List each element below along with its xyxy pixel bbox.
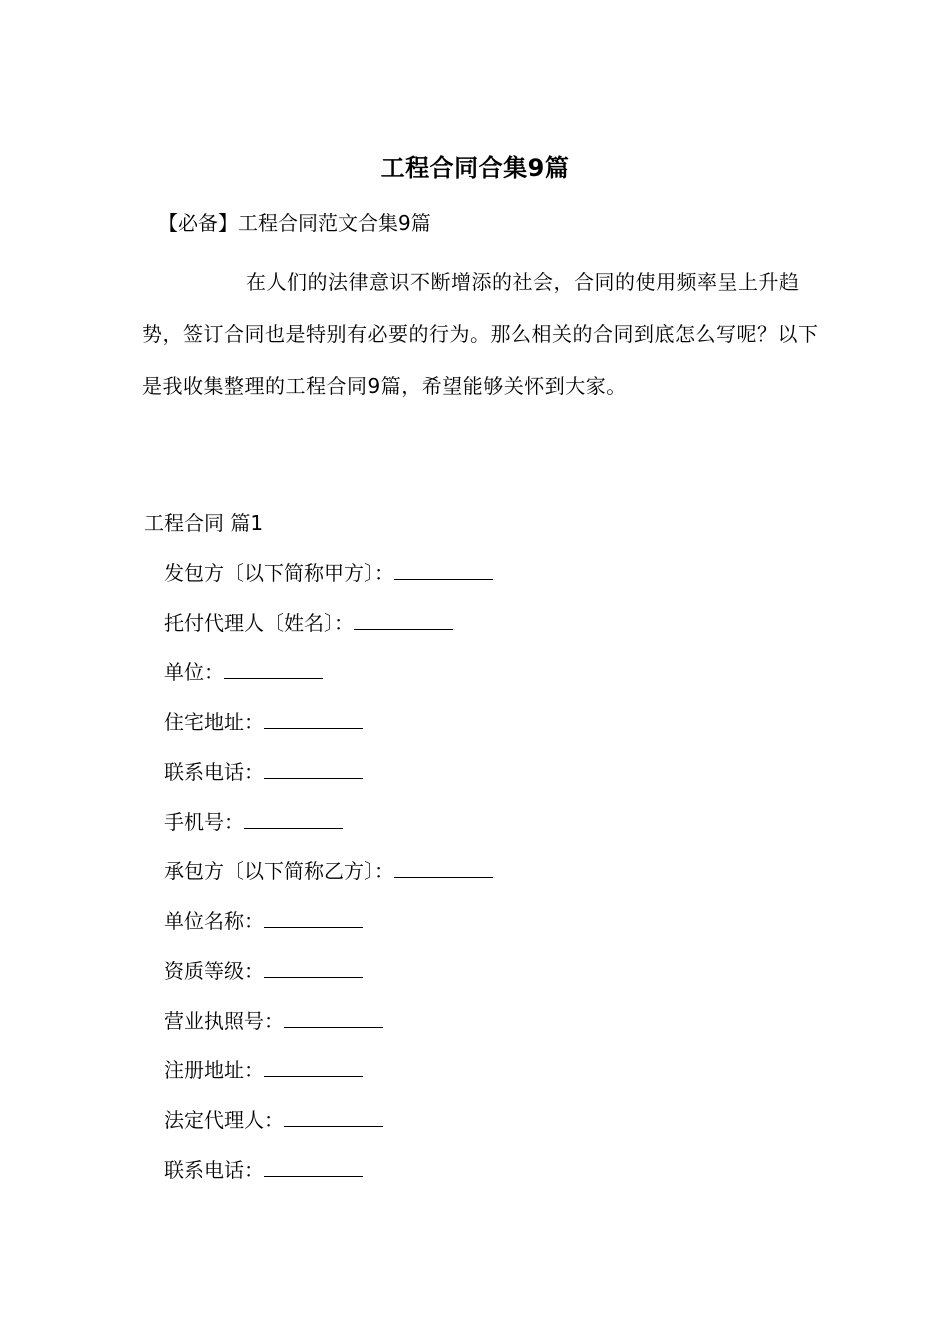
field-row-phone [164, 757, 363, 787]
field-row-contractor [164, 856, 493, 886]
blank-line [264, 907, 363, 928]
field-label: 资质等级： [164, 959, 264, 983]
document-subtitle: 【必备】工程合同范文合集9篇 [158, 211, 431, 235]
field-row-employer [164, 558, 493, 588]
field-label: 联系电话： [164, 760, 264, 784]
blank-line [284, 1007, 383, 1028]
blank-line [264, 1056, 363, 1077]
blank-line [264, 957, 363, 978]
blank-line [354, 609, 453, 630]
field-row-address [164, 707, 363, 737]
field-label: 手机号： [164, 810, 244, 834]
field-label: 营业执照号： [164, 1009, 284, 1033]
field-row-unit [164, 657, 323, 687]
field-row-legal-rep [164, 1105, 383, 1135]
document-title: 工程合同合集9篇 [380, 154, 570, 182]
field-row-license [164, 1006, 383, 1036]
field-label: 注册地址： [164, 1058, 264, 1082]
blank-line [244, 808, 343, 829]
blank-line [264, 758, 363, 779]
blank-line [264, 708, 363, 729]
field-label: 住宅地址： [164, 710, 264, 734]
blank-line [394, 559, 493, 580]
field-row-qualification [164, 956, 363, 986]
field-row-registered-address [164, 1055, 363, 1085]
section-heading: 工程合同 篇1 [144, 511, 264, 535]
field-label: 承包方〔以下简称乙方〕： [164, 859, 394, 883]
field-row-mobile [164, 807, 343, 837]
field-label: 托付代理人〔姓名〕： [164, 611, 354, 635]
field-label: 联系电话： [164, 1158, 264, 1182]
field-label: 单位名称： [164, 909, 264, 933]
blank-line [224, 658, 323, 679]
blank-line [284, 1106, 383, 1127]
field-label: 法定代理人： [164, 1108, 284, 1132]
intro-paragraph: 在人们的法律意识不断增添的社会，合同的使用频率呈上升趋势，签订合同也是特别有必要的行为。那么相关的合同到底怎么写呢？以下是我收集整理的工程合同9篇，希望能够关怀到大家。 [142, 270, 819, 398]
field-row-agent [164, 608, 453, 638]
blank-line [264, 1156, 363, 1177]
blank-line [394, 857, 493, 878]
field-row-unit-name [164, 906, 363, 936]
field-label: 发包方〔以下简称甲方〕： [164, 561, 394, 585]
field-label: 单位： [164, 660, 224, 684]
field-row-phone-2 [164, 1155, 363, 1185]
